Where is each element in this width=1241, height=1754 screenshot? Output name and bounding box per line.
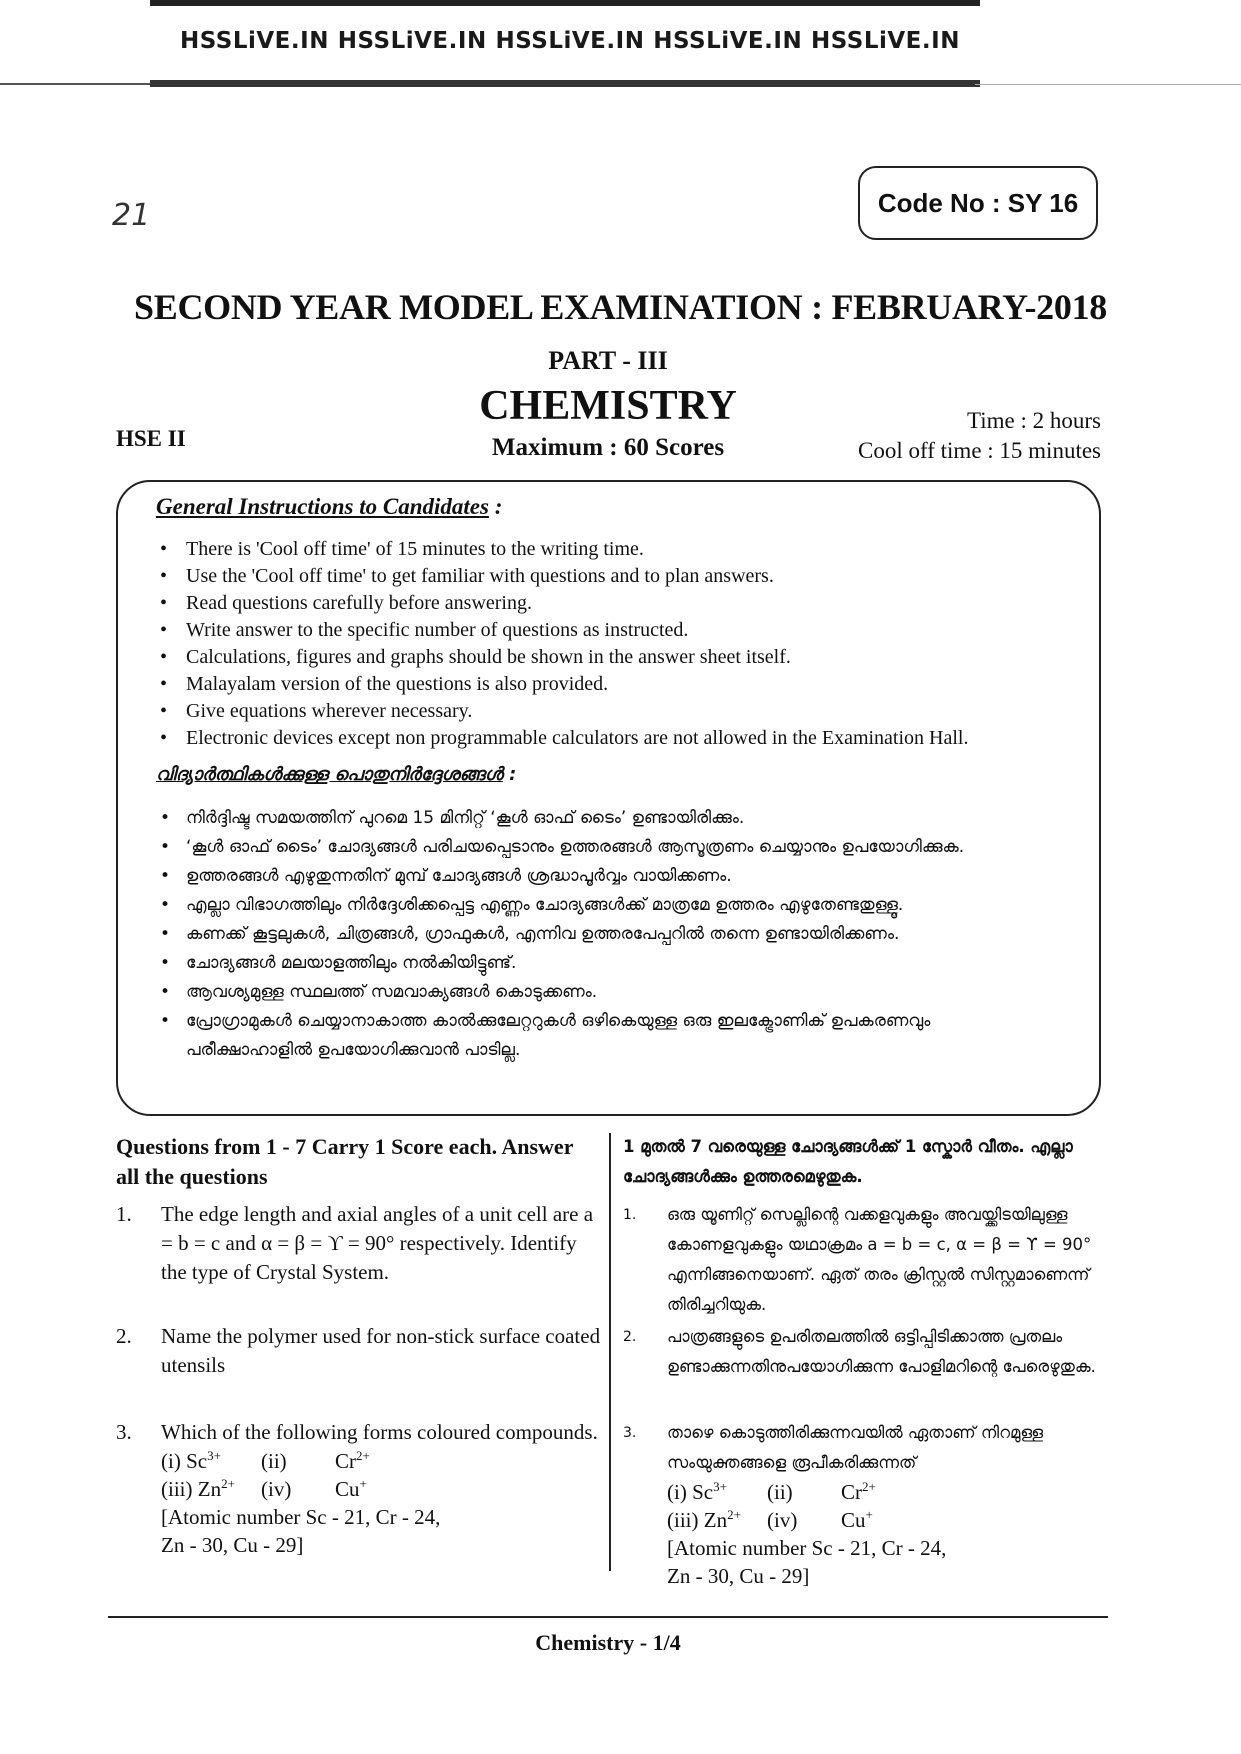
question-text-ml: താഴെ കൊടുത്തിരിക്കുന്നവയിൽ ഏതാണ് നിറമുള്ള സംയുക്തങ്ങളെ രൂപീകരിക്കുന്നത് bbox=[667, 1423, 1044, 1472]
atomic-number-note-line-1: [Atomic number Sc - 21, Cr - 24, bbox=[161, 1505, 441, 1529]
instructions-heading-en-text: General Instructions to Candidates bbox=[156, 494, 489, 519]
exam-title: SECOND YEAR MODEL EXAMINATION : FEBRUARY-2018 bbox=[134, 287, 1107, 327]
question-number: 3. bbox=[623, 1425, 637, 1441]
instruction-item-ml: • എല്ലാ വിഭാഗത്തിലും നിർദ്ദേശിക്കപ്പെട്ട എണ്ണം ചോദ്യങ്ങൾക്ക് മാത്രമേ ഉത്തരം എഴുതേണ്ടതുള്ളൂ. bbox=[156, 891, 1061, 920]
question-text: Which of the following forms coloured compounds. bbox=[161, 1420, 598, 1444]
instruction-item-ml: • കണക്ക് കൂട്ടലുകൾ, ചിത്രങ്ങൾ, ഗ്രാഫുകൾ, എന്നിവ ഉത്തരപേപ്പറിൽ തന്നെ ഉണ്ടായിരിക്കണം. bbox=[156, 920, 1061, 949]
right-rule bbox=[975, 84, 1241, 85]
instruction-item: • Calculations, figures and graphs should be shown in the answer sheet itself. bbox=[156, 644, 968, 671]
max-score: Maximum : 60 Scores bbox=[491, 434, 725, 461]
section-heading-en: Questions from 1 - 7 Carry 1 Score each. Answer all the questions bbox=[116, 1134, 574, 1189]
instructions-heading-ml-text: വിദ്യാർത്ഥികൾക്കുള്ള പൊതുനിർദ്ദേശങ്ങൾ bbox=[156, 764, 503, 785]
instructions-heading-en bbox=[156, 494, 502, 520]
atomic-number-note-ml bbox=[667, 1534, 1103, 1590]
level-label: HSE II bbox=[116, 426, 186, 451]
option-3: (iii) $Zn^{2+}$ bbox=[161, 1476, 235, 1501]
instruction-item-ml: • പ്രോഗ്രാമുകൾ ചെയ്യാനാകാത്ത കാൽക്കുലേറ്ററുകൾ ഒഴികെയുള്ള ഒരു ഇലക്ട്രോണിക് ഉപകരണവും പരീക്ഷാഹാളിൽ ഉപയോഗിക്കുവാൻ പാടില്ല. bbox=[156, 1007, 1061, 1065]
instruction-item-ml: • ചോദ്യങ്ങൾ മലയാളത്തിലും നൽകിയിട്ടുണ്ട്. bbox=[156, 949, 1061, 978]
page-footer: Chemistry - 1/4 bbox=[535, 1630, 681, 1655]
options-grid bbox=[161, 1447, 601, 1503]
option-2: $Cr^{2+}$ bbox=[841, 1479, 876, 1504]
atomic-number-note-line-2: Zn - 30, Cu - 29] bbox=[161, 1533, 304, 1557]
question-body bbox=[161, 1418, 601, 1559]
option-2-number: (ii) bbox=[767, 1480, 793, 1504]
question-number: 1. bbox=[623, 1207, 637, 1223]
instructions-list-en bbox=[156, 536, 968, 752]
instruction-item-ml: • നിർദ്ദിഷ്ട സമയത്തിന് പുറമെ 15 മിനിറ്റ് ‘കൂൾ ഓഫ് ടൈം’ ഉണ്ടായിരിക്കും. bbox=[156, 804, 1061, 833]
instruction-item: • Electronic devices except non programmable calculators are not allowed in the Examination Hall. bbox=[156, 725, 968, 752]
banner-bottom-rule bbox=[150, 80, 980, 87]
code-number-box: Code No : SY 16 bbox=[858, 166, 1098, 240]
instructions-list-ml bbox=[156, 804, 1061, 1065]
time-info bbox=[858, 406, 1101, 466]
question-text-ml: ഒരു യൂണിറ്റ് സെല്ലിന്റെ വക്കളവുകളും അവയ്ക്കിടയിലുള്ള കോണളവുകളും യഥാക്രമം a = b = c, α = β = ϒ = 90° എന്നിങ്ങനെയാണ്. ഏത് തരം ക്രിസ്റ്റൽ സിസ്റ്റമാണെന്ന് തിരിച്ചറിയുക. bbox=[667, 1205, 1092, 1314]
option-4-number: (iv) bbox=[767, 1508, 798, 1532]
instructions-heading-ml bbox=[156, 764, 516, 785]
atomic-number-note-line-2: Zn - 30, Cu - 29] bbox=[667, 1564, 810, 1588]
instruction-item: • Read questions carefully before answering. bbox=[156, 590, 968, 617]
banner-site-1[interactable]: HSSLiVE.IN bbox=[180, 28, 329, 54]
banner-sites bbox=[180, 28, 960, 54]
question-text: Name the polymer used for non-stick surface coated utensils bbox=[161, 1324, 601, 1377]
time-duration: Time : 2 hours bbox=[967, 408, 1101, 433]
atomic-number-note-line-1: [Atomic number Sc - 21, Cr - 24, bbox=[667, 1536, 947, 1560]
instruction-item-ml: • ഉത്തരങ്ങൾ എഴുതുന്നതിന് മുമ്പ് ചോദ്യങ്ങൾ ശ്രദ്ധാപൂർവ്വം വായിക്കണം. bbox=[156, 862, 1061, 891]
banner-site-3[interactable]: HSSLiVE.IN bbox=[495, 28, 645, 54]
question-number: 1. bbox=[116, 1202, 132, 1226]
instruction-item: • There is 'Cool off time' of 15 minutes to the writing time. bbox=[156, 536, 968, 563]
footer-rule bbox=[108, 1616, 1108, 1618]
option-1: (i) $Sc^{3+}$ bbox=[161, 1448, 221, 1473]
handwritten-number: 21 bbox=[112, 198, 151, 233]
banner-site-2[interactable]: HSSLiVE.IN bbox=[337, 28, 487, 54]
options-grid-ml bbox=[667, 1478, 1103, 1534]
instruction-item: • Write answer to the specific number of questions as instructed. bbox=[156, 617, 968, 644]
question-number: 2. bbox=[623, 1329, 637, 1345]
instructions-heading-en-suffix: : bbox=[488, 494, 503, 519]
section-heading-ml: 1 മുതൽ 7 വരെയുള്ള ചോദ്യങ്ങൾക്ക് 1 സ്കോർ വീതം. എല്ലാ ചോദ്യങ്ങൾക്കും ഉത്തരമെഴുതുക. bbox=[623, 1137, 1073, 1186]
banner-site-4[interactable]: HSSLiVE.IN bbox=[653, 28, 803, 54]
instruction-item: • Malayalam version of the questions is also provided. bbox=[156, 671, 968, 698]
option-4: Cu+ bbox=[335, 1476, 367, 1501]
option-3: (iii) $Zn^{2+}$ bbox=[667, 1507, 741, 1532]
left-rule bbox=[0, 83, 150, 85]
site-banner bbox=[150, 0, 980, 90]
subject-title: CHEMISTRY bbox=[479, 383, 737, 429]
question-body-ml bbox=[667, 1418, 1103, 1590]
instruction-item-ml: • ആവശ്യമുള്ള സ്ഥലത്ത് സമവാക്യങ്ങൾ കൊടുക്കണം. bbox=[156, 978, 1061, 1007]
instructions-box bbox=[116, 480, 1101, 1116]
option-1: (i) $Sc^{3+}$ bbox=[667, 1479, 727, 1504]
instructions-heading-ml-suffix: : bbox=[502, 764, 517, 785]
cool-off-time: Cool off time : 15 minutes bbox=[858, 438, 1101, 463]
question-text-ml: പാത്രങ്ങളുടെ ഉപരിതലത്തിൽ ഒട്ടിപ്പിടിക്കാത്ത പ്രതലം ഉണ്ടാക്കുന്നതിനുപയോഗിക്കുന്ന പോളിമറിന്റെ പേരെഴുതുക. bbox=[667, 1327, 1096, 1376]
instruction-item: • Give equations wherever necessary. bbox=[156, 698, 968, 725]
instruction-item-ml: • ‘കൂൾ ഓഫ് ടൈം’ ചോദ്യങ്ങൾ പരിചയപ്പെടാനും ഉത്തരങ്ങൾ ആസൂത്രണം ചെയ്യാനും ഉപയോഗിക്കുക. bbox=[156, 833, 1061, 862]
column-divider bbox=[609, 1133, 611, 1571]
option-4: Cu+ bbox=[841, 1507, 873, 1532]
exam-part: PART - III bbox=[548, 346, 668, 375]
option-2-number: (ii) bbox=[261, 1449, 287, 1473]
question-text: The edge length and axial angles of a unit cell are a = b = c and α = β = ϒ = 90° respectively. Identify the type of Crystal System. bbox=[161, 1202, 594, 1284]
instruction-item: • Use the 'Cool off time' to get familiar with questions and to plan answers. bbox=[156, 563, 968, 590]
option-2: $Cr^{2+}$ bbox=[335, 1448, 370, 1473]
banner-site-5[interactable]: HSSLiVE.IN bbox=[811, 28, 960, 54]
atomic-number-note bbox=[161, 1503, 601, 1559]
question-number: 3. bbox=[116, 1420, 132, 1444]
banner-top-rule bbox=[150, 0, 980, 6]
question-number: 2. bbox=[116, 1324, 132, 1348]
option-4-number: (iv) bbox=[261, 1477, 292, 1501]
